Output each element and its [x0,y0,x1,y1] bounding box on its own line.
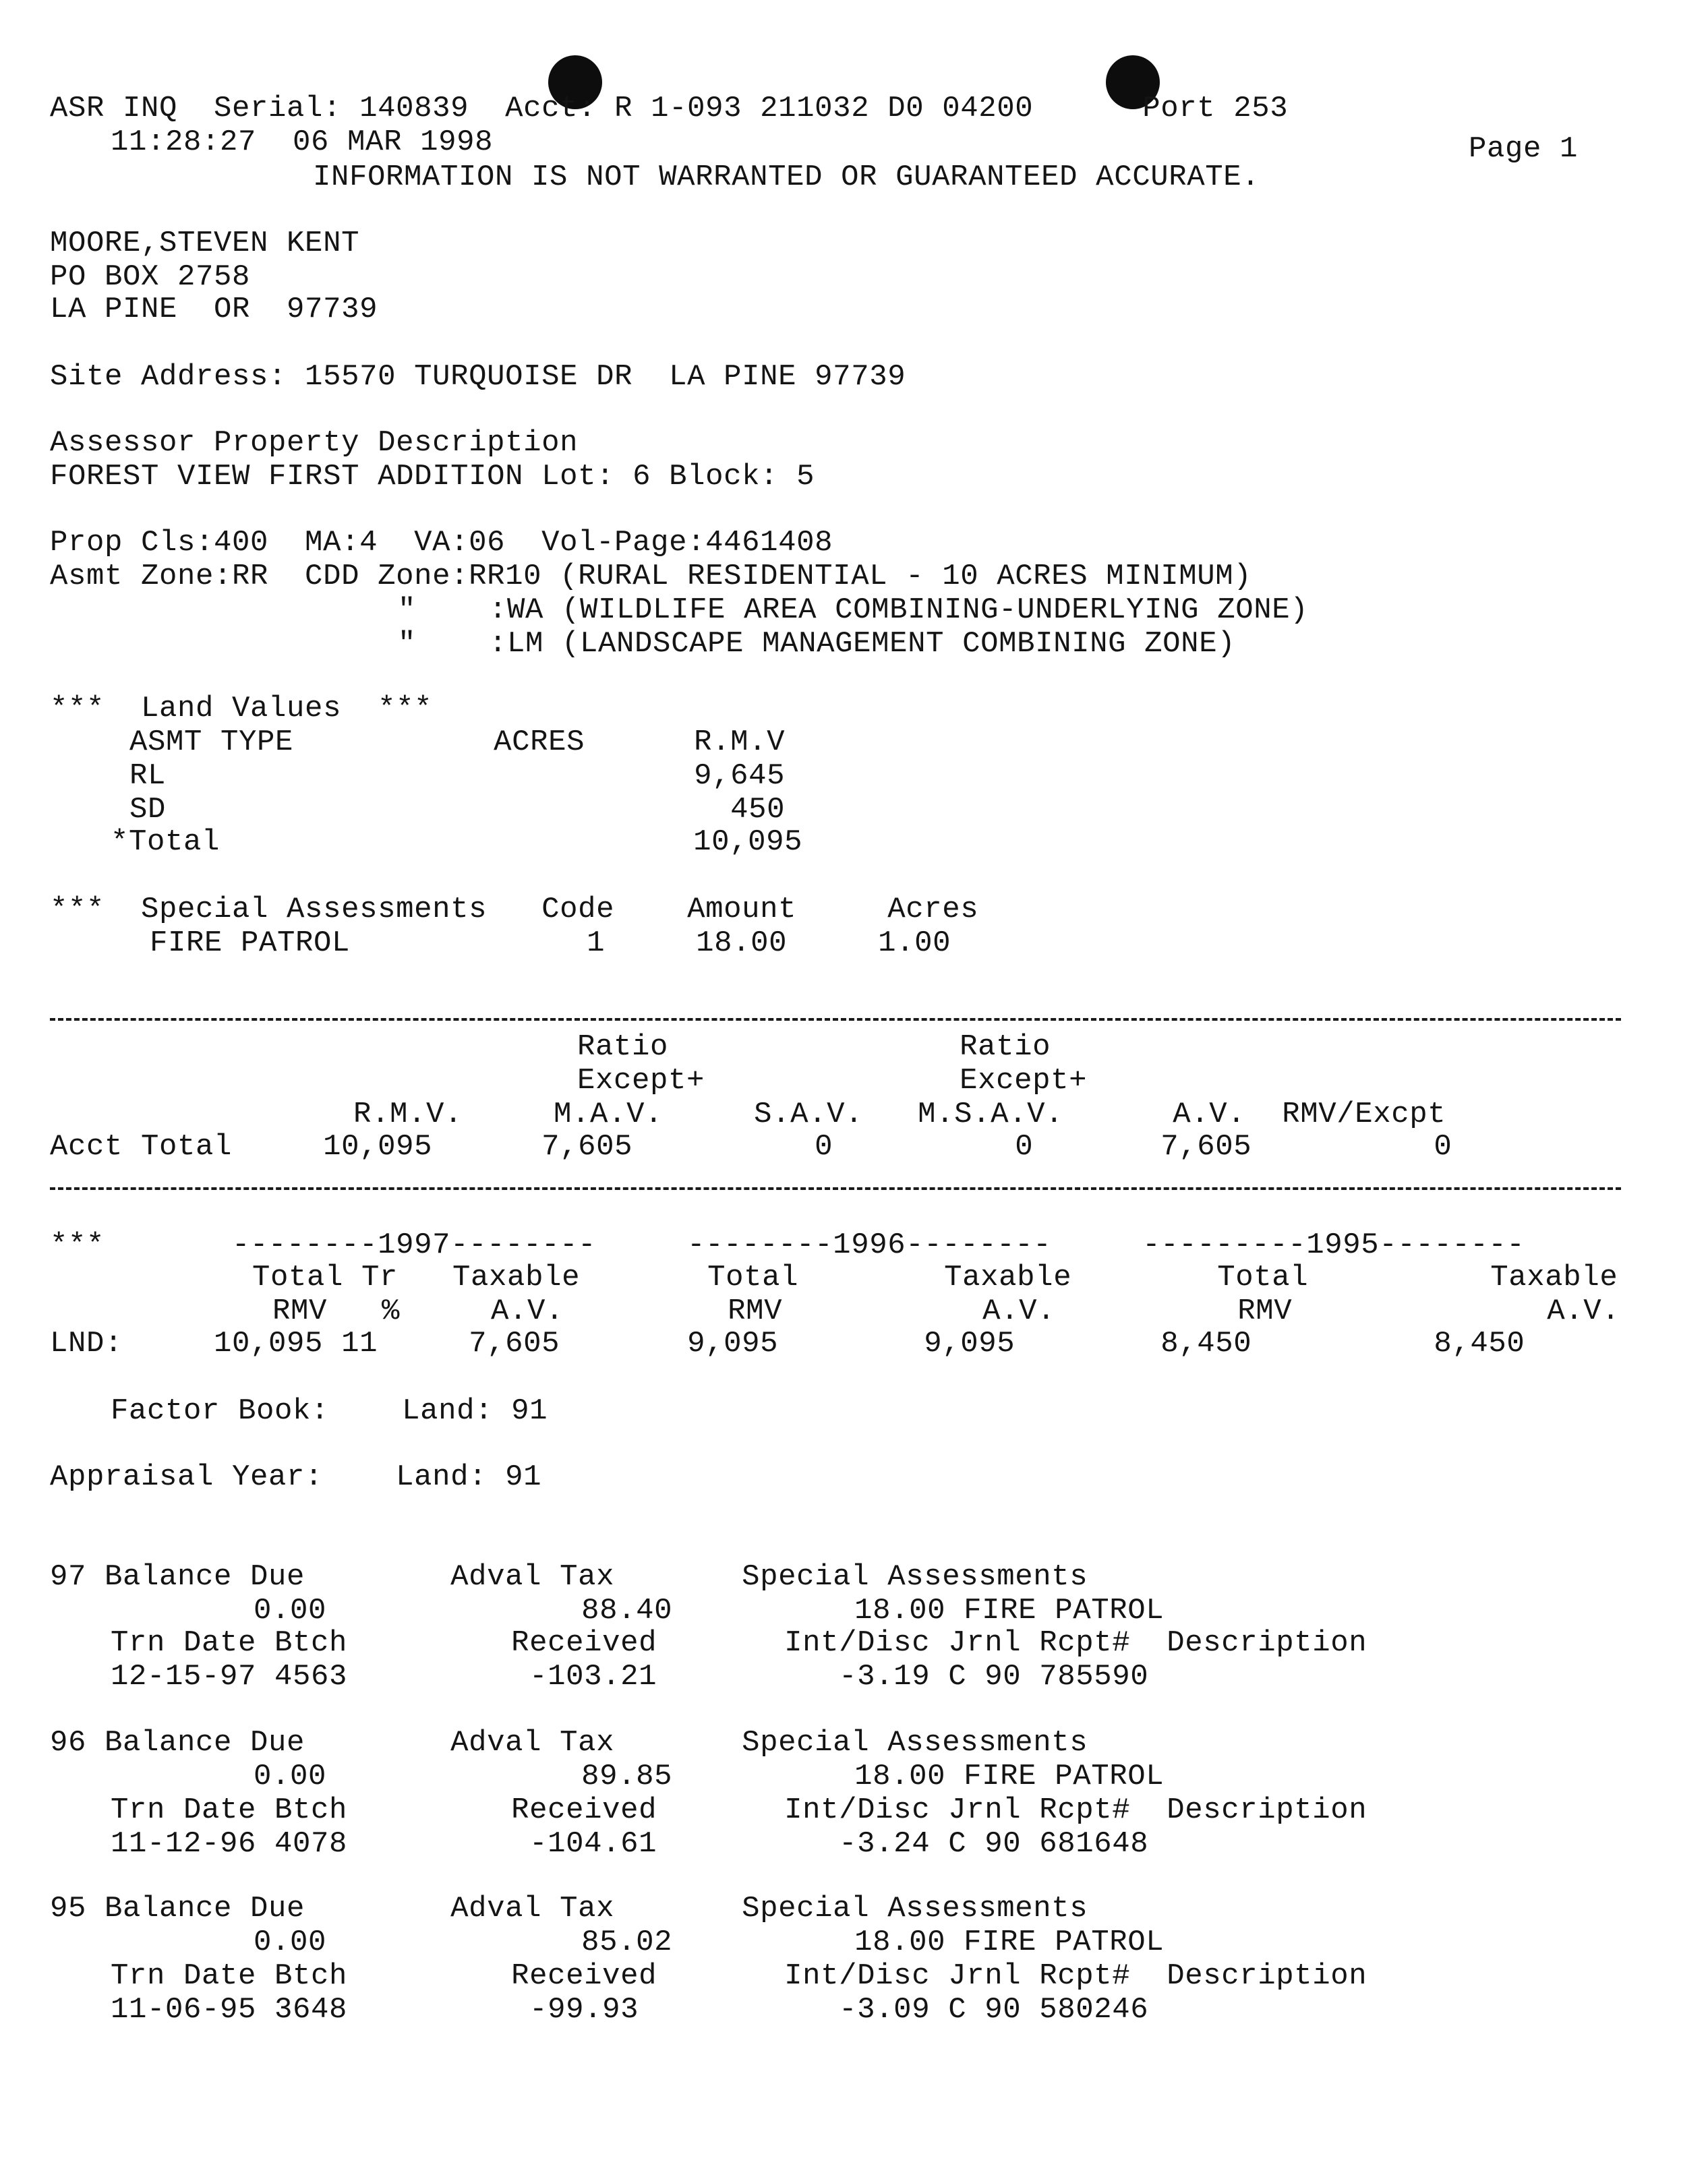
balance-97-line-4: 12-15-97 4563 -103.21 -3.19 C 90 785590 [111,1660,1149,1694]
timestamp: 11:28:27 06 MAR 1998 [111,125,494,159]
acct-total-row: Acct Total 10,095 7,605 0 0 7,605 0 [50,1130,1452,1164]
balance-97-line-1: 97 Balance Due Adval Tax Special Assessments [50,1560,1088,1594]
owner-address-2: LA PINE OR 97739 [50,293,378,326]
history-header-1: Total Tr Taxable Total Taxable Total Taxable [252,1261,1618,1294]
balance-97-line-3: Trn Date Btch Received Int/Disc Jrnl Rcpt# Description [111,1626,1367,1660]
land-values-total: *Total 10,095 [111,825,803,859]
land-values-row: RL 9,645 [129,759,786,793]
balance-95-line-1: 95 Balance Due Adval Tax Special Assessments [50,1892,1088,1926]
acct-header-except: Except+ Except+ [577,1064,1088,1098]
balance-95-line-2: 0.00 85.02 18.00 FIRE PATROL [254,1926,1165,1959]
special-assessments-header: *** Special Assessments Code Amount Acres [50,893,979,926]
property-heading: Assessor Property Description [50,426,579,460]
acct-header-ratio: Ratio Ratio [577,1030,1051,1064]
page-number: Page 1 [1469,132,1579,166]
property-class-line: Prop Cls:400 MA:4 VA:06 Vol-Page:4461408 [50,526,833,560]
acct-header-columns: R.M.V. M.A.V. S.A.V. M.S.A.V. A.V. RMV/Excpt [353,1098,1446,1131]
zone-line-3: " :LM (LANDSCAPE MANAGEMENT COMBINING ZONE) [398,627,1236,661]
zone-line-2: " :WA (WILDLIFE AREA COMBINING-UNDERLYING ZONE) [398,593,1309,627]
owner-address-1: PO BOX 2758 [50,260,251,294]
balance-96-line-4: 11-12-96 4078 -104.61 -3.24 C 90 681648 [111,1827,1149,1861]
land-values-title: *** Land Values *** [50,692,433,725]
factor-book: Factor Book: Land: 91 [111,1394,548,1428]
appraisal-year: Appraisal Year: Land: 91 [50,1460,542,1494]
header-line: ASR INQ Serial: 140839 Acct: R 1-093 211032 D0 04200 Port 253 [50,92,1289,125]
balance-95-line-4: 11-06-95 3648 -99.93 -3.09 C 90 580246 [111,1993,1149,2027]
divider-dashed [50,1187,1621,1190]
owner-name: MOORE,STEVEN KENT [50,227,360,260]
history-header-2: RMV % A.V. RMV A.V. RMV A.V. [272,1294,1620,1328]
balance-96-line-2: 0.00 89.85 18.00 FIRE PATROL [254,1760,1165,1793]
land-values-header: ASMT TYPE ACRES R.M.V [129,725,786,759]
special-assessments-row: FIRE PATROL 1 18.00 1.00 [150,926,951,960]
history-years: *** --------1997-------- --------1996-------- ---------1995-------- [50,1228,1525,1262]
history-land-row: LND: 10,095 11 7,605 9,095 9,095 8,450 8,450 [50,1327,1525,1361]
balance-95-line-3: Trn Date Btch Received Int/Disc Jrnl Rcpt# Description [111,1959,1367,1993]
balance-97-line-2: 0.00 88.40 18.00 FIRE PATROL [254,1594,1165,1628]
disclaimer: INFORMATION IS NOT WARRANTED OR GUARANTEED ACCURATE. [313,160,1260,194]
balance-96-line-3: Trn Date Btch Received Int/Disc Jrnl Rcpt# Description [111,1793,1367,1827]
land-values-row: SD 450 [129,793,786,827]
balance-96-line-1: 96 Balance Due Adval Tax Special Assessments [50,1726,1088,1760]
zone-line-1: Asmt Zone:RR CDD Zone:RR10 (RURAL RESIDENTIAL - 10 ACRES MINIMUM) [50,560,1252,593]
site-address: Site Address: 15570 TURQUOISE DR LA PINE 97739 [50,360,906,394]
property-description: FOREST VIEW FIRST ADDITION Lot: 6 Block: 5 [50,460,815,494]
divider-dashed [50,1018,1621,1021]
